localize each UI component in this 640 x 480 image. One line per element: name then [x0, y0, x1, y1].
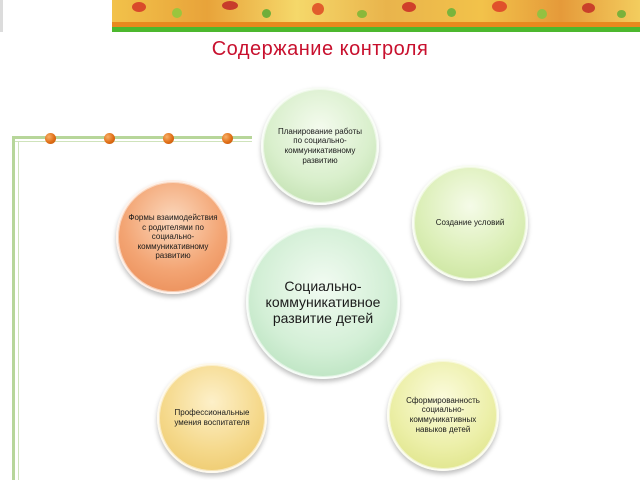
banner-spot — [537, 9, 547, 19]
node-teacher-skills — [157, 363, 267, 473]
banner-green-strip — [112, 27, 640, 32]
node-conditions — [412, 165, 528, 281]
banner-spot — [312, 3, 324, 15]
header-banner — [112, 0, 640, 22]
node-conditions-label: Создание условий — [435, 218, 505, 228]
banner-edge-line — [0, 0, 3, 32]
banner-spot — [447, 8, 456, 17]
node-center — [246, 225, 400, 379]
node-center-label: Социально-коммуникативное развитие детей — [265, 277, 381, 327]
node-child-skills-label: Сформированность социально-коммуникативных навыков детей — [406, 395, 480, 434]
banner-spot — [132, 2, 146, 12]
node-planning — [261, 87, 379, 205]
node-planning-label: Планирование работы по социально-коммуникативному развитию — [278, 126, 362, 165]
node-teacher-skills-label: Профессиональные умения воспитателя — [174, 408, 250, 427]
bullet-dot — [104, 133, 115, 144]
bullet-dot — [163, 133, 174, 144]
bullet-dot — [222, 133, 233, 144]
page-title-text: Содержание контроля — [211, 38, 429, 60]
node-child-skills — [387, 359, 499, 471]
banner-spot — [262, 9, 271, 18]
node-parents — [116, 180, 230, 294]
frame-left-line — [12, 136, 15, 480]
frame-left-thin-line — [18, 142, 19, 480]
banner-spot — [222, 1, 238, 10]
bullet-dot — [45, 133, 56, 144]
page-title — [0, 38, 640, 68]
banner-spot — [172, 8, 182, 18]
banner-spot — [582, 3, 595, 13]
banner-spot — [357, 10, 367, 18]
node-parents-label: Формы взаимодействия с родителями по социально-коммуникативному развитию — [128, 213, 218, 261]
banner-spot — [617, 10, 626, 18]
banner-spot — [402, 2, 416, 12]
banner-spot — [492, 1, 507, 12]
